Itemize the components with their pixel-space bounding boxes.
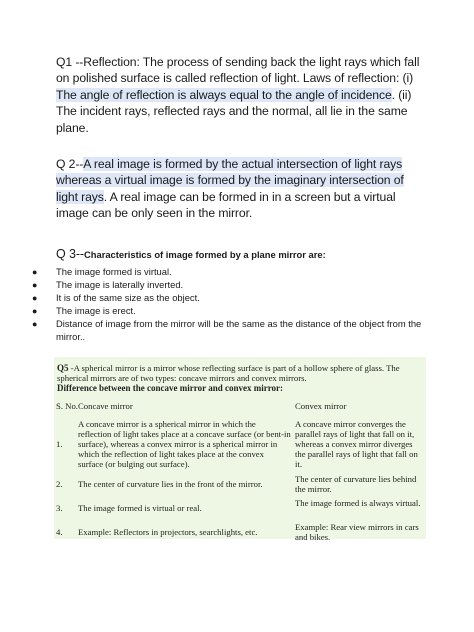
table-cell: A concave mirror is a spherical mirror in which the reflection of light takes place at a concave surface (or bent-in surface), whereas a convex mirror is a spherical mirror in which the reflection of light takes place at the convex surface (or bulging out surface). [78, 419, 291, 470]
table-cell: The center of curvature lies behind the mirror. [295, 474, 417, 495]
table-row [56, 497, 422, 521]
header-convex: Convex mirror [295, 400, 347, 411]
q1-text: Q1 --Reflection: The process of sending back the light rays which fall on polished surface is called reflection of light. Laws of reflection: (i) [56, 55, 420, 86]
table-cell: 3. [56, 503, 63, 513]
bullet-icon: ● [32, 279, 38, 290]
table-cell: The image formed is virtual or real. [78, 503, 202, 513]
list-item: ● The image is erect. [32, 304, 136, 316]
table-header-row [56, 395, 422, 417]
table-cell: Example: Reflectors in projectors, searchlights, etc. [78, 527, 258, 537]
list-item: ● It is of the same size as the object. [32, 291, 200, 303]
q5-label: Q5 [57, 363, 69, 373]
table-cell: 1. [56, 439, 63, 449]
table-row [56, 417, 422, 473]
q5-section [54, 357, 426, 543]
table-cell: Example: Rear view mirrors in cars and bikes. [295, 522, 419, 543]
list-item: ● The image is laterally inverted. [32, 278, 184, 290]
q5-intro-text: -A spherical mirror is a mirror whose reflecting surface is part of a hollow sphere of glass. The spherical mirrors are of two types: concave mirrors and convex mirrors. [57, 363, 400, 384]
table-row [56, 473, 422, 497]
q5-intro [57, 363, 423, 393]
table-cell: The center of curvature lies in the front of the mirror. [78, 479, 263, 489]
table-row [56, 521, 422, 545]
list-item: ● Distance of image from the mirror will be the same as the distance of the object from the mirror.. [32, 317, 422, 342]
bullet-icon: ● [32, 292, 38, 303]
q3-heading [56, 246, 428, 263]
q1-highlighted-text: The angle of reflection is always equal to the angle of incidence [56, 87, 392, 102]
table-cell: A concave mirror converges the parallel rays of light that fall on it, whereas a convex mirror diverges the parallel rays of light that fall on it. [295, 419, 418, 470]
bullet-icon: ● [32, 318, 38, 329]
q2-label: Q 2-- [56, 157, 84, 171]
table-cell: 4. [56, 527, 63, 537]
header-sno: S. No. [56, 400, 78, 411]
list-item: ● The image formed is virtual. [32, 266, 172, 277]
q3-bullet-list [32, 266, 428, 343]
q3-label: Q 3-- [56, 247, 84, 261]
table-cell: The image formed is always virtual. [295, 498, 421, 508]
header-concave: Concave mirror [78, 400, 133, 411]
q3-title: Characteristics of image formed by a plane mirror are: [83, 249, 326, 260]
q2-answer [56, 156, 428, 222]
table-cell: 2. [56, 479, 63, 489]
q5-subheading: Difference between the concave mirror and convex mirror: [57, 383, 284, 394]
bullet-icon: ● [32, 305, 38, 316]
q1-text-end: . (ii) The incident rays, reflected rays and the normal, all lie in the same plane. [56, 87, 412, 135]
comparison-table [56, 395, 422, 545]
q2-highlighted-text: A real image is formed by the actual intersection of light rays whereas a virtual image is formed by the imaginary intersection of light rays [56, 157, 404, 204]
q1-answer [56, 54, 428, 136]
bullet-icon: ● [32, 267, 38, 277]
q2-text-end: . A real image can be formed in in a screen but a virtual image can be only seen in the mirror. [56, 189, 396, 221]
